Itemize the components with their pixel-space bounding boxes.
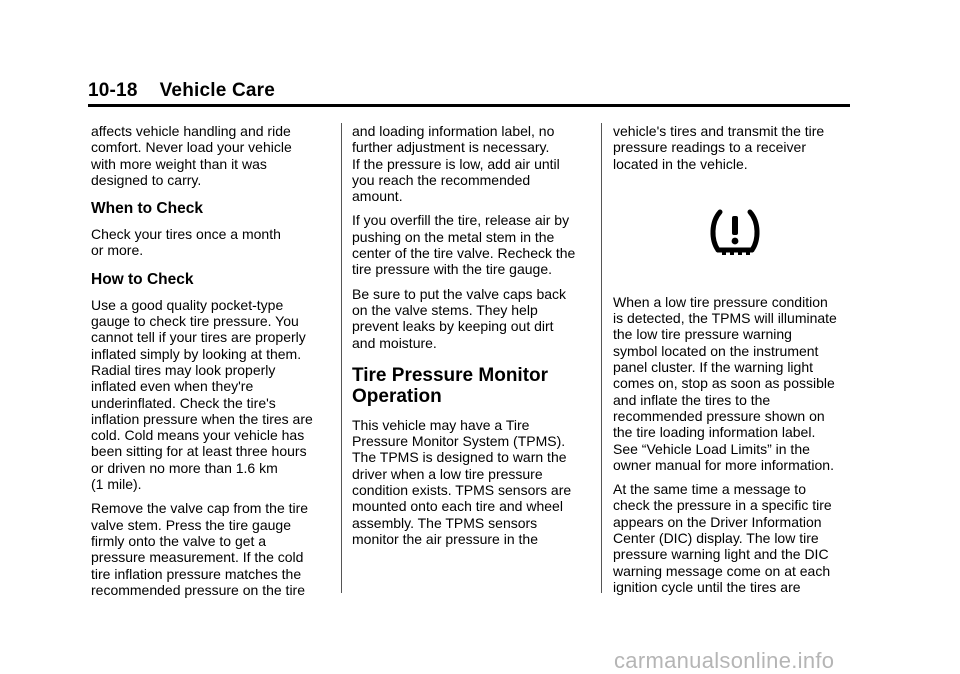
text-line: Use a good quality pocket-type [91,296,284,313]
text-line: pressure warning light and the DIC [613,546,829,563]
column-divider-1 [341,123,342,593]
text-line: Remove the valve cap from the tire [91,500,309,517]
text-line: underinflated. Check the tire's [91,394,276,411]
adjustment-paragraph [352,123,594,204]
text-line: with more weight than it was [91,155,267,172]
column-2 [352,123,594,555]
low-pressure-paragraph [613,294,855,473]
text-line: inflated simply by looking at them. [91,345,302,362]
overfill-paragraph [352,212,594,277]
section-title: Vehicle Care [159,80,276,101]
text-line: When a low tire pressure condition [613,293,828,310]
intro-paragraph [91,123,333,188]
text-line: or driven no more than 1.6 km [91,459,278,476]
text-line: valve stem. Press the tire gauge [91,516,291,533]
text-line: recommended pressure on the tire [91,581,305,598]
text-line: and loading information label, no [352,123,555,139]
page-header [88,80,275,102]
when-to-check-paragraph [91,226,333,259]
text-line: center of the tire valve. Recheck the [352,245,576,262]
when-to-check-heading: When to Check [91,200,203,218]
text-line: appears on the Driver Information [613,513,822,530]
text-line: Radial tires may look properly [91,361,276,378]
text-line: been sitting for at least three hours [91,443,307,460]
tpms-section-heading [352,365,594,407]
text-line: condition exists. TPMS sensors are [352,482,572,499]
text-line: inflated even when they're [91,378,254,395]
text-line: The TPMS is designed to warn the [352,449,567,466]
text-line: cannot tell if your tires are properly [91,329,306,346]
text-line: gauge to check tire pressure. You [91,313,299,330]
how-to-check-heading: How to Check [91,270,194,288]
text-line: tire pressure with the tire gauge. [352,261,552,278]
column-3 [613,123,855,603]
text-line: (1 mile). [91,476,142,493]
dic-message-paragraph [613,481,855,595]
text-line: driver when a low tire pressure [352,465,543,482]
text-line: Pressure Monitor System (TPMS). [352,433,566,450]
header-rule [88,104,850,107]
text-line: monitor the air pressure in the [352,530,538,547]
text-line: If you overfill the tire, release air by [352,212,570,229]
text-line: Check your tires once a month [91,226,281,243]
how-to-check-paragraph-1 [91,297,333,493]
text-line: or more. [91,242,144,259]
text-line: firmly onto the valve to get a [91,532,267,549]
column-divider-2 [601,123,602,593]
text-line: the low tire pressure warning [613,326,792,343]
text-line: If the pressure is low, add air until [352,155,560,172]
text-line: pressure readings to a receiver [613,139,806,156]
text-line: designed to carry. [91,171,202,188]
text-line: is detected, the TPMS will illuminate [613,310,837,327]
transmit-paragraph [613,123,855,172]
text-line: located in the vehicle. [613,155,748,172]
text-line: panel cluster. If the warning light [613,359,814,376]
heading-line: Tire Pressure Monitor [352,364,549,386]
text-line: pushing on the metal stem in the [352,228,555,245]
text-line: affects vehicle handling and ride [91,123,291,139]
text-line: recommended pressure shown on [613,407,825,424]
text-line: cold. Cold means your vehicle has [91,427,305,444]
text-line: warning message come on at each [613,562,831,579]
text-line: At the same time a message to [613,481,806,498]
text-line: Be sure to put the valve caps back [352,285,567,302]
tpms-intro-paragraph [352,417,594,547]
text-line: pressure measurement. If the cold [91,549,304,566]
column-1 [91,123,333,606]
text-line: inflation pressure when the tires are [91,410,313,427]
heading-line: Operation [352,385,442,407]
text-line: the tire loading information label. [613,424,816,441]
text-line: prevent leaks by keeping out dirt [352,318,554,335]
text-line: Center (DIC) display. The low tire [613,530,819,547]
valve-caps-paragraph [352,286,594,351]
text-line: comes on, stop as soon as possible [613,375,835,392]
page-number: 10-18 [88,80,138,101]
text-line: and inflate the tires to the [613,391,771,408]
tpms-warning-icon [709,208,761,256]
text-line: owner manual for more information. [613,456,834,473]
text-line: This vehicle may have a Tire [352,416,530,433]
text-line: vehicle's tires and transmit the tire [613,123,825,139]
watermark: carmanualsonline.info [614,648,835,673]
text-line: symbol located on the instrument [613,342,819,359]
text-line: mounted onto each tire and wheel [352,498,563,515]
text-line: you reach the recommended [352,171,531,188]
how-to-check-paragraph-2 [91,500,333,598]
text-line: comfort. Never load your vehicle [91,139,292,156]
text-line: tire inflation pressure matches the [91,565,302,582]
text-line: on the valve stems. They help [352,301,538,318]
text-line: ignition cycle until the tires are [613,578,801,595]
text-line: See “Vehicle Load Limits” in the [613,440,810,457]
text-line: amount. [352,188,403,205]
text-line: assembly. The TPMS sensors [352,514,538,531]
text-line: further adjustment is necessary. [352,139,550,156]
text-line: check the pressure in a specific tire [613,497,832,514]
text-line: and moisture. [352,334,437,351]
